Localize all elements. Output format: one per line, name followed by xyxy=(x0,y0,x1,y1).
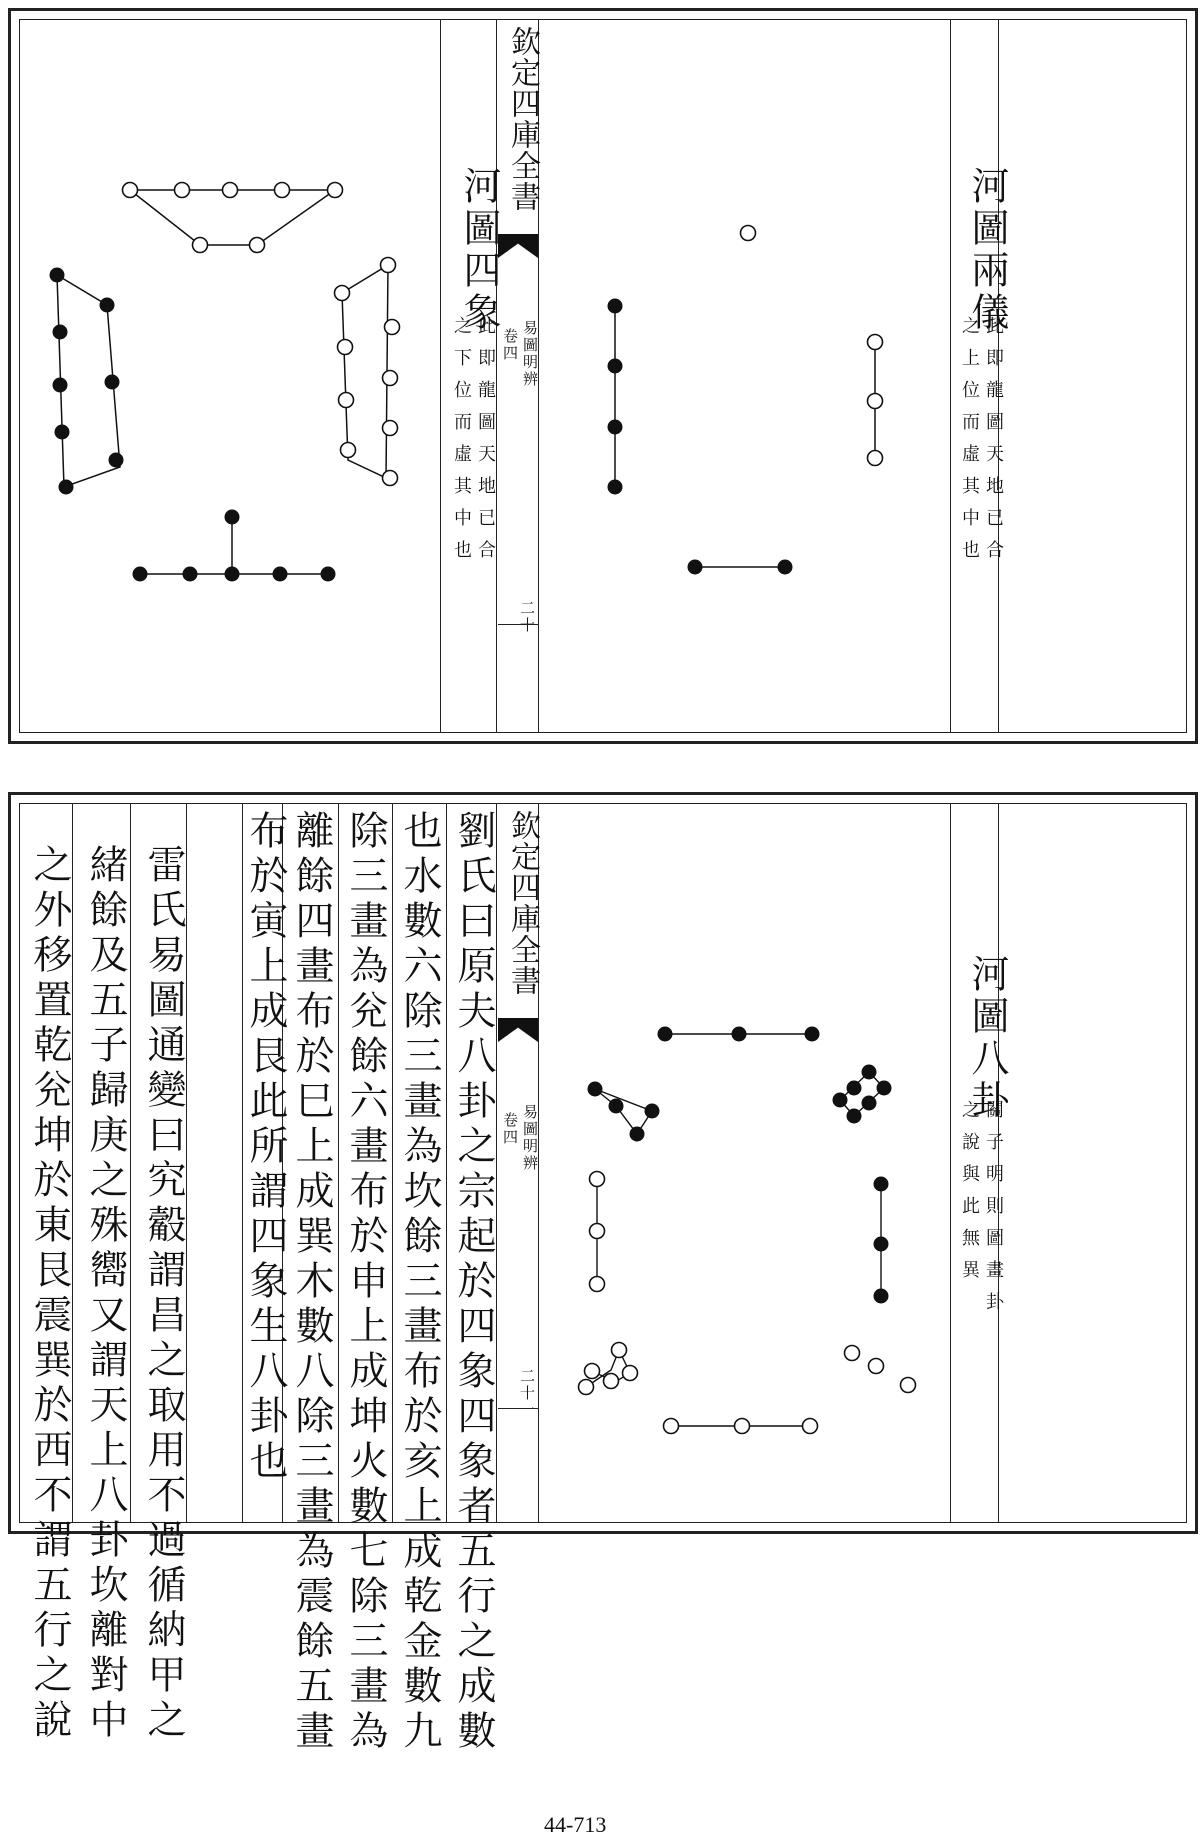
eight-trigrams-diagram xyxy=(540,804,950,1526)
left-title: 河圖四象 xyxy=(457,166,501,334)
text-column-3: 除三畫為兊餘六畫布於申上成坤火數七除三畫為 xyxy=(343,810,388,1755)
left-note-2: 之下位而虛其中也 xyxy=(451,316,472,572)
two-modes-diagram xyxy=(540,20,950,740)
left-note-1: 此即龍圖天地已合 xyxy=(475,316,496,572)
text-column-4: 離餘四畫布於巳上成巽木數八除三畫為震餘五畫 xyxy=(289,810,334,1755)
spine-divider xyxy=(498,1408,538,1409)
spine-volume: 卷四 xyxy=(501,1112,519,1146)
text-column-8: 之外移置乾兊坤於東艮震巽於西不謂五行之說 xyxy=(27,844,72,1744)
text-column-5: 布於寅上成艮此所謂四象生八卦也 xyxy=(243,810,288,1485)
text-column-7: 緒餘及五子歸庚之殊嚮又謂天上八卦坎離對中 xyxy=(83,844,128,1744)
right-title: 河圖兩儀 xyxy=(965,166,1009,334)
spine-book: 易圖明辨 xyxy=(521,1104,539,1172)
right-note-1: 此即龍圖天地已合 xyxy=(983,316,1004,572)
top-page xyxy=(8,8,1198,744)
text-column-1: 劉氏曰原夫八卦之宗起於四象四象者五行之成數 xyxy=(451,810,496,1755)
spine-book: 易圖明辨 xyxy=(521,320,539,388)
eight-trigrams-title: 河圖八卦 xyxy=(965,954,1009,1122)
spine-title: 欽定四庫全書 xyxy=(505,810,540,996)
eight-trigrams-note-1: 關子明則圖畫卦 xyxy=(983,1100,1004,1324)
four-images-diagram xyxy=(20,20,440,740)
bottom-page xyxy=(8,792,1198,1755)
spine-page: 二十 xyxy=(518,600,536,634)
spine-title: 欽定四庫全書 xyxy=(505,26,540,212)
spine-fishtail-icon xyxy=(498,1018,538,1042)
text-column-2: 也水數六除三畫為坎餘三畫布於亥上成乾金數九 xyxy=(397,810,442,1755)
spine-page: 二十一 xyxy=(518,1368,536,1419)
right-note-2: 之上位而虛其中也 xyxy=(959,316,980,572)
spine-divider xyxy=(498,624,538,625)
eight-trigrams-note-2: 之說與此無異 xyxy=(959,1100,980,1292)
page-number: 44-713 xyxy=(544,1812,607,1837)
bottom-page-frame xyxy=(19,803,1187,1755)
text-column-6: 雷氏易圖通變曰究觳謂昌之取用不過循納甲之 xyxy=(141,844,186,1744)
top-page-frame xyxy=(19,19,1187,733)
spine-volume: 卷四 xyxy=(501,328,519,362)
